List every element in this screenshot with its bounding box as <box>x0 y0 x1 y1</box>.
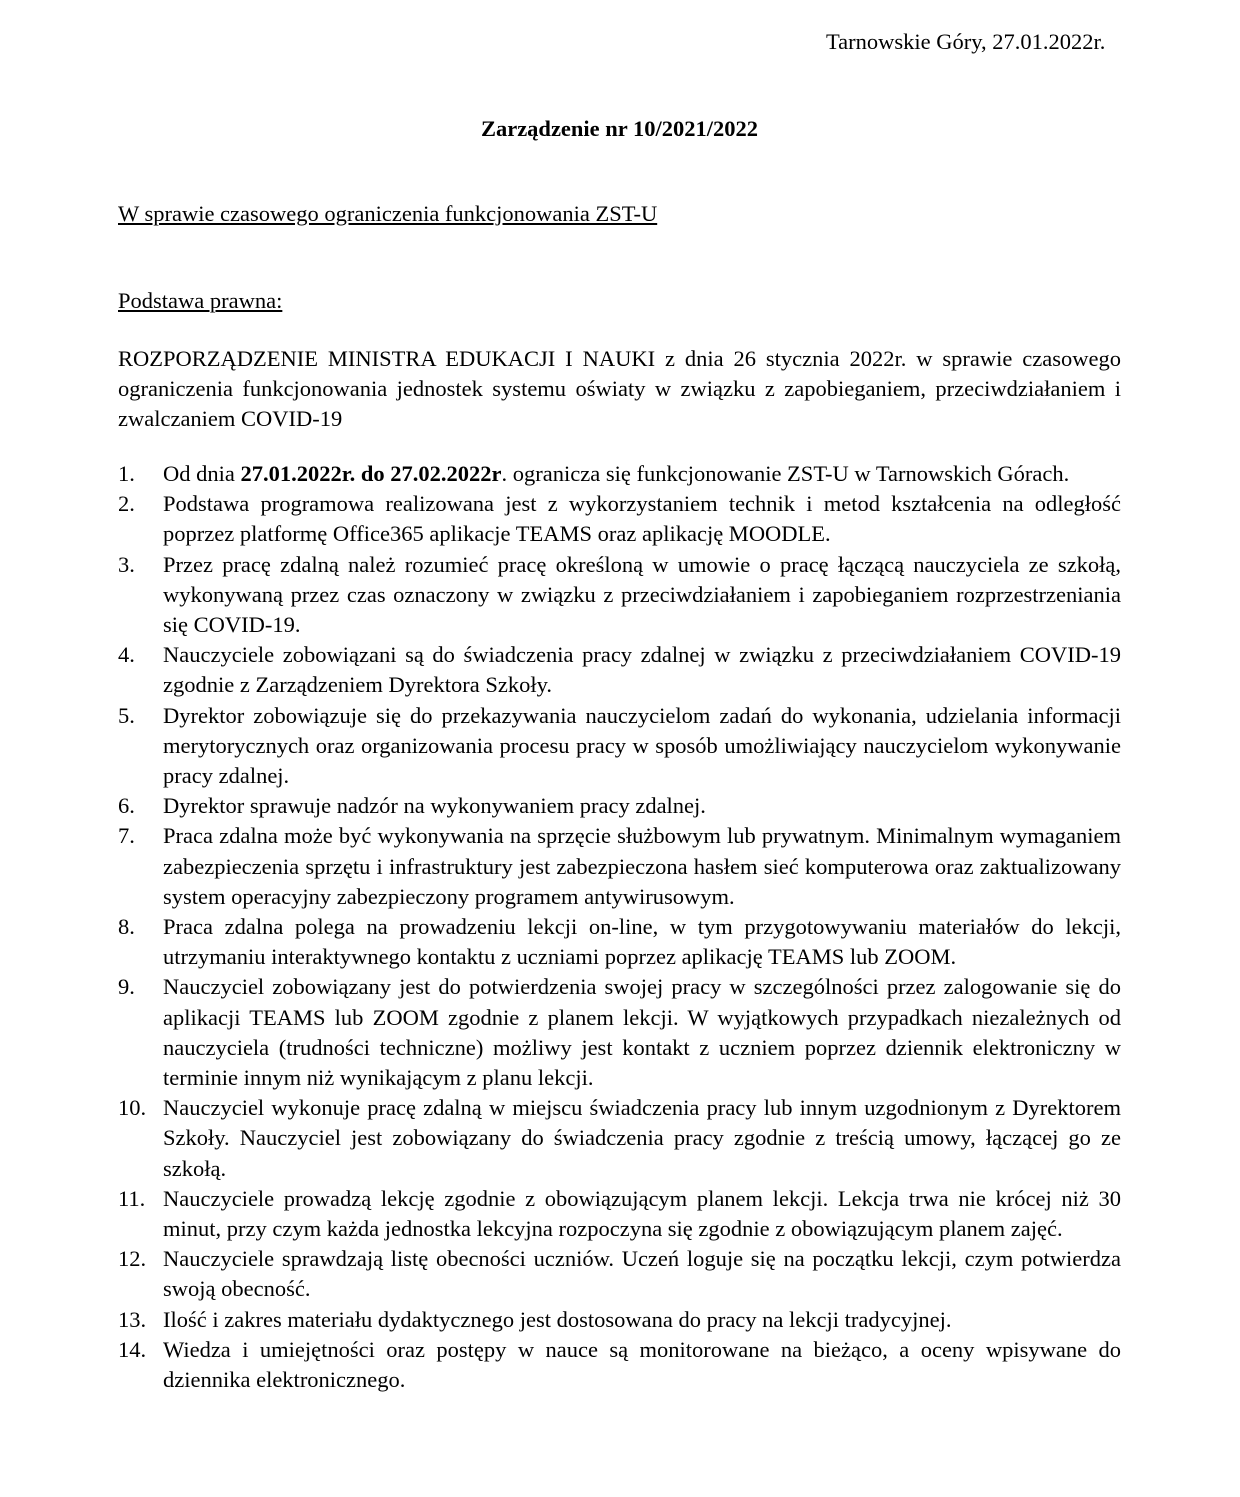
list-item <box>118 1093 1121 1184</box>
item-text: Dyrektor zobowiązuje się do przekazywania nauczycielom zadań do wykonania, udzielania informacji merytorycznych oraz organizowania procesu pracy w sposób umożliwiający nauczycielom wykonywanie pracy zdalnej. <box>163 702 1121 789</box>
item-text-post: . ogranicza się funkcjonowanie ZST-U w Tarnowskich Górach. <box>501 461 1070 486</box>
item-number: 2. <box>118 491 135 517</box>
item-number: 14. <box>118 1336 147 1362</box>
list-item <box>118 459 1121 489</box>
item-text-pre: Od dnia <box>163 461 241 486</box>
list-item <box>118 791 1121 821</box>
item-number: 8. <box>118 914 135 940</box>
item-text: Wiedza i umiejętności oraz postępy w nauce są monitorowane na bieżąco, a oceny wpisywane do dziennika elektronicznego. <box>163 1336 1121 1393</box>
item-number: 9. <box>118 974 135 1000</box>
list-item <box>118 1335 1121 1395</box>
list-item <box>118 821 1121 912</box>
legal-basis-text: ROZPORZĄDZENIE MINISTRA EDUKACJI I NAUKI z dnia 26 stycznia 2022r. w sprawie czasowego ograniczenia funkcjonowania jednostek systemu oświaty w związku z zapobieganiem, przeciwdziałaniem i zwalczaniem COVID-19 <box>118 346 1121 432</box>
item-text: Ilość i zakres materiału dydaktycznego jest dostosowana do pracy na lekcji tradycyjnej. <box>163 1306 952 1332</box>
list-item <box>118 489 1121 549</box>
item-text: Nauczyciele prowadzą lekcję zgodnie z obowiązującym planem lekcji. Lekcja trwa nie krócej niż 30 minut, przy czym każda jednostka lekcyjna rozpoczyna się zgodnie z obowiązującym planem zajęć. <box>163 1185 1121 1242</box>
item-text: Praca zdalna może być wykonywania na sprzęcie służbowym lub prywatnym. Minimalnym wymaganiem zabezpieczenia sprzętu i infrastruktury jest zabezpieczona hasłem sieć komputerowa oraz zaktualizowany system operacyjny zabezpieczony programem antywirusowym. <box>163 823 1121 909</box>
item-number: 10. <box>118 1095 147 1121</box>
legal-basis-label: Podstawa prawna: <box>118 288 283 313</box>
item-text: Przez pracę zdalną należ rozumieć pracę określoną w umowie o pracę łączącą nauczyciela ze szkołą, wykonywaną przez czas oznaczony w związku z przeciwdziałaniem i zapobieganiem rozprzestrzeniania się COVID-19. <box>163 551 1121 638</box>
document-title: Zarządzenie nr 10/2021/2022 <box>480 116 759 141</box>
item-number: 6. <box>118 793 135 819</box>
item-number: 7. <box>118 823 135 849</box>
list-item <box>118 1305 1121 1335</box>
item-text: Praca zdalna polega na prowadzeniu lekcji on-line, w tym przygotowywaniu materiałów do lekcji, utrzymaniu interaktywnego kontaktu z uczniami poprzez aplikację TEAMS lub ZOOM. <box>163 914 1121 970</box>
list-item <box>118 1184 1121 1244</box>
place-date: Tarnowskie Góry, 27.01.2022r. <box>826 29 1106 54</box>
item-number: 12. <box>118 1246 147 1272</box>
item-text: Nauczyciele zobowiązani są do świadczenia pracy zdalnej w związku z przeciwdziałaniem COVID-19 zgodnie z Zarządzeniem Dyrektora Szkoły. <box>163 642 1121 698</box>
item-text: Nauczyciel zobowiązany jest do potwierdzenia swojej pracy w szczególności przez zalogowanie się do aplikacji TEAMS lub ZOOM zgodnie z planem lekcji. W wyjątkowych przypadkach niezależnych od nauczyciela (trudności techniczne) możliwy jest kontakt z uczniem poprzez dziennik elektroniczny w terminie innym niż wynikającym z planu lekcji. <box>163 974 1121 1091</box>
item-text: Nauczyciele sprawdzają listę obecności uczniów. Uczeń loguje się na początku lekcji, czym potwierdza swoją obecność. <box>163 1246 1121 1302</box>
item-number: 1. <box>118 461 135 486</box>
item-number: 3. <box>118 551 135 577</box>
item-date-range: 27.01.2022r. do 27.02.2022r <box>240 461 502 486</box>
item-number: 5. <box>118 702 135 728</box>
item-text: Nauczyciel wykonuje pracę zdalną w miejscu świadczenia pracy lub innym uzgodnionym z Dyrektorem Szkoły. Nauczyciel jest zobowiązany do świadczenia pracy zgodnie z treścią umowy, łączącej go ze szkołą. <box>163 1095 1121 1181</box>
document-subject: W sprawie czasowego ograniczenia funkcjonowania ZST-U <box>118 201 658 226</box>
item-text <box>163 461 1069 486</box>
list-item <box>118 972 1121 1093</box>
item-text: Podstawa programowa realizowana jest z wykorzystaniem technik i metod kształcenia na odległość poprzez platformę Office365 aplikacje TEAMS oraz aplikację MOODLE. <box>163 491 1121 547</box>
item-number: 13. <box>118 1306 147 1332</box>
list-item <box>118 550 1121 641</box>
list-item <box>118 701 1121 792</box>
regulation-list <box>118 459 1121 1395</box>
list-item <box>118 912 1121 972</box>
item-number: 11. <box>118 1185 146 1211</box>
item-text: Dyrektor sprawuje nadzór na wykonywaniem pracy zdalnej. <box>163 793 706 819</box>
list-item <box>118 1244 1121 1304</box>
list-item <box>118 640 1121 700</box>
item-number: 4. <box>118 642 135 668</box>
